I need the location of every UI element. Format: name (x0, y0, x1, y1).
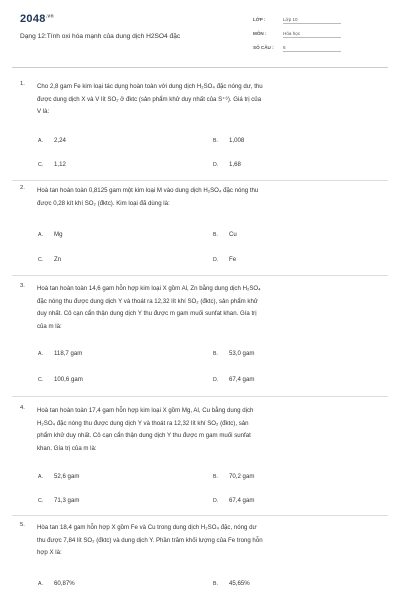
question-line: được dung dịch X và V lít SO₂ ở đktc (sản phẩm khử duy nhất của S⁺⁶). Giá trị của (37, 95, 262, 103)
option-text: Fe (229, 256, 237, 263)
option-letter: A. (38, 351, 43, 357)
meta-value: 6 (283, 45, 341, 52)
option-letter: D. (213, 498, 219, 504)
question-number: 5. (20, 522, 25, 528)
question-line: Hoà tan hoàn toàn 14,6 gam hỗn hợp kim loại X gồm Al, Zn bằng dung dịch H₂SO₄ (37, 285, 261, 292)
logo-text: 2048 (20, 13, 46, 25)
option-d[interactable] (213, 256, 236, 263)
question-line: Cho 2,8 gam Fe kim loại tác dụng hoàn toàn với dung dịch H₂SO₄ đặc nóng dư, thu (37, 83, 263, 90)
option-text: 2,24 (54, 137, 66, 144)
question-divider (12, 180, 388, 181)
option-text: 71,3 gam (54, 497, 80, 504)
option-a[interactable] (38, 350, 82, 357)
header-divider (12, 67, 388, 68)
option-c[interactable] (38, 497, 79, 504)
question-line: Hoà tan hoàn toàn 0,8125 gam một kim loại M vào dung dịch H₂SO₄ đặc nóng thu (37, 187, 259, 194)
question-line: H₂SO₄ đặc nóng thu được dung dịch Y và thoát ra 12,32 lít khí SO₂ (đktc), sản (37, 419, 249, 427)
question-number: 2. (20, 185, 25, 191)
option-letter: B. (213, 232, 218, 238)
option-text: Zn (54, 256, 62, 263)
option-letter: A. (38, 581, 43, 587)
option-c[interactable] (38, 161, 66, 168)
question-line: thu được 7,84 lít SO₂ (đktc) và dung dịch Y. Phần trăm khối lượng của Fe trong hỗn (37, 536, 263, 544)
worksheet-header (0, 0, 400, 60)
option-a[interactable] (38, 473, 79, 480)
option-text: 70,2 gam (229, 473, 255, 480)
option-letter: B. (213, 474, 218, 480)
option-b[interactable] (213, 231, 237, 238)
question-line: V là: (37, 108, 50, 115)
option-text: 45,65% (229, 580, 250, 587)
option-text: 60,87% (54, 580, 75, 587)
option-a[interactable] (38, 580, 75, 587)
option-a[interactable] (38, 231, 62, 238)
question-text (37, 405, 385, 455)
option-text: 1,008 (229, 137, 245, 144)
option-letter: C. (38, 377, 44, 383)
option-b[interactable] (213, 580, 250, 587)
option-b[interactable] (213, 137, 244, 144)
option-text: Cu (229, 231, 237, 238)
option-letter: A. (38, 474, 43, 480)
option-letter: D. (213, 257, 219, 263)
meta-label: MÔN : (253, 31, 267, 36)
question-text (37, 283, 385, 333)
question-text (37, 522, 385, 560)
option-letter: B. (213, 138, 218, 144)
option-text: 100,6 gam (54, 376, 83, 383)
option-c[interactable] (38, 256, 61, 263)
worksheet-title: Dạng 12:Tính oxi hóa mạnh của dung dịch H2SO4 đặc (20, 33, 181, 40)
option-letter: A. (38, 138, 43, 144)
question-line: Hoà tan hoàn toàn 17,4 gam hỗn hợp kim loại X gồm Mg, Al, Cu bằng dung dịch (37, 407, 254, 414)
option-letter: D. (213, 162, 219, 168)
meta-value: Hóa học (283, 31, 341, 38)
option-d[interactable] (213, 376, 254, 383)
question-line: của m là: (37, 322, 62, 330)
option-letter: B. (213, 581, 218, 587)
option-text: 118,7 gam (54, 350, 83, 357)
option-letter: D. (213, 377, 219, 383)
option-d[interactable] (213, 497, 254, 504)
option-text: 67,4 gam (229, 376, 255, 383)
question-line: khan. Gía trị của m là: (37, 444, 97, 452)
option-text: 53,0 gam (229, 350, 255, 357)
question-number: 1. (20, 81, 25, 87)
question-text (37, 81, 385, 119)
question-divider (12, 275, 388, 276)
question-line: đặc nóng thu được dung dịch Y và thoát ra 12,32 lít khí SO₂ (đktc), sản phẩm khử (37, 297, 258, 305)
option-letter: C. (38, 498, 44, 504)
question-divider (12, 515, 388, 516)
question-text (37, 185, 385, 210)
question-line: hợp X là: (37, 549, 62, 556)
question-line: duy nhất. Cô cạn cẩn thận dung dịch Y thu được m gam muối sunfat khan. Gía trị (37, 310, 257, 317)
option-text: 1,12 (54, 161, 66, 168)
option-letter: B. (213, 351, 218, 357)
meta-label: LỚP : (253, 17, 266, 22)
site-logo[interactable] (20, 13, 54, 25)
meta-value: Lớp 10 (283, 17, 341, 24)
option-d[interactable] (213, 161, 241, 168)
meta-label: SỐ CÂU : (253, 45, 274, 50)
question-line: Hòa tan 18,4 gam hỗn hợp X gồm Fe và Cu trong dung dịch H₂SO₄ đặc, nóng dư (37, 524, 257, 531)
option-a[interactable] (38, 137, 66, 144)
question-divider (12, 396, 388, 397)
question-line: được 0,28 kít khí SO₂ (đktc). Kim loại đã dùng là: (37, 199, 170, 207)
option-text: Mg (54, 231, 63, 238)
option-letter: A. (38, 232, 43, 238)
option-letter: C. (38, 257, 44, 263)
logo-suffix: .vn (45, 13, 54, 20)
question-number: 3. (20, 283, 25, 289)
option-text: 1,68 (229, 161, 241, 168)
option-b[interactable] (213, 473, 254, 480)
question-number: 4. (20, 405, 25, 411)
option-letter: C. (38, 162, 44, 168)
option-text: 67,4 gam (229, 497, 255, 504)
option-b[interactable] (213, 350, 254, 357)
option-text: 52,6 gam (54, 473, 80, 480)
option-c[interactable] (38, 376, 83, 383)
question-line: phẩm khử duy nhất. Cô cạn cẩn thận dung dịch Y thu được m gam muối sunfat (37, 432, 251, 439)
